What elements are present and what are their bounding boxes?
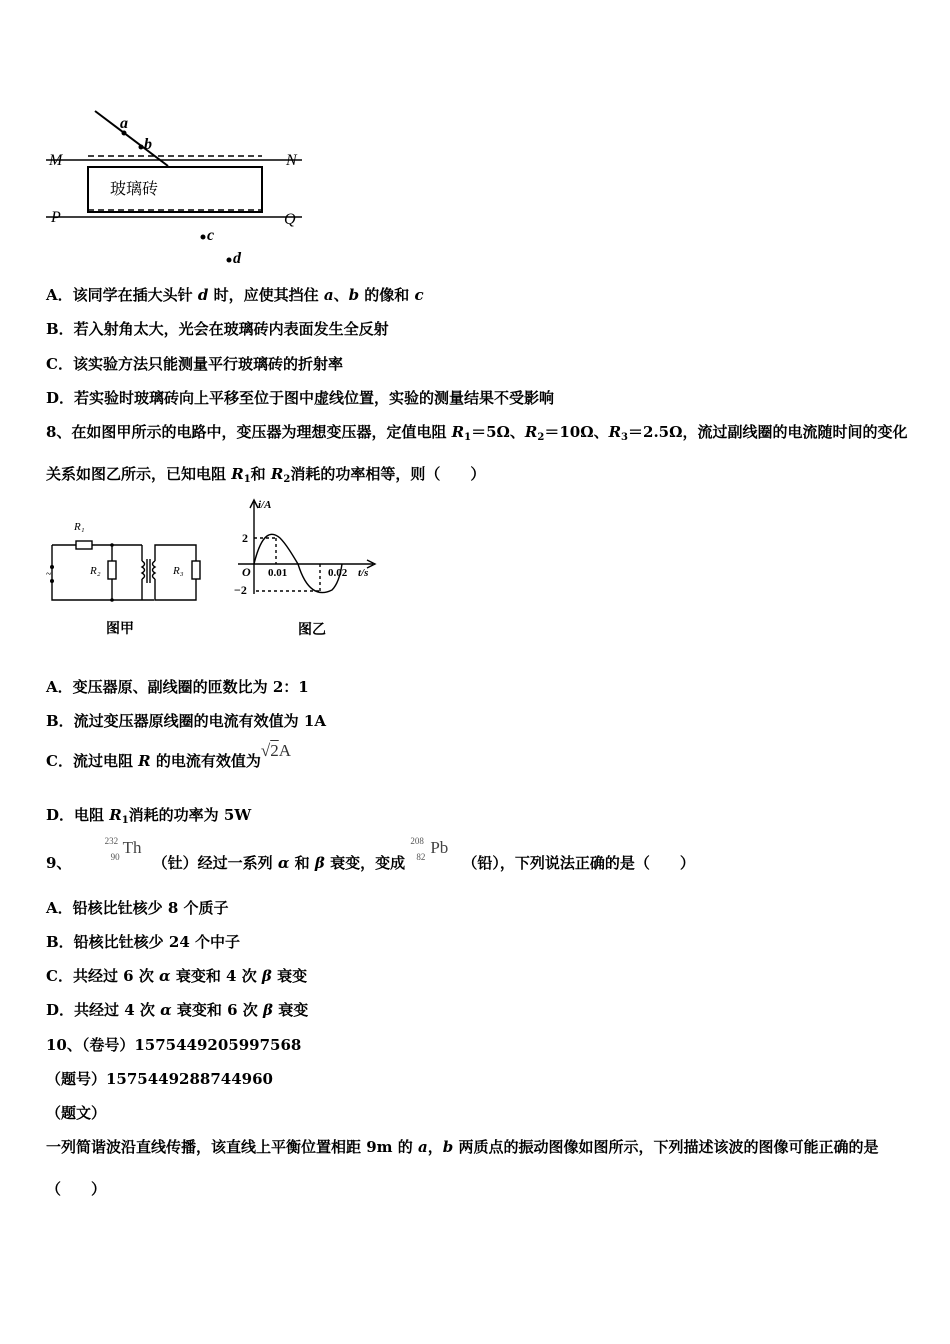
q8-option-a: A．变压器原、副线圈的匝数比为 2：1 (46, 678, 309, 696)
q9-option-c: C．共经过 6 次 α 衰变和 4 次 β 衰变 (46, 967, 308, 985)
sqrt-expression: √2A (260, 741, 291, 760)
caption-yi: 图乙 (298, 622, 326, 638)
caption-jia: 图甲 (106, 621, 134, 637)
x-axis-label: t/s (358, 567, 369, 579)
y-axis-label: i/A (258, 499, 272, 511)
q9-option-a: A．铅核比钍核少 8 个质子 (46, 899, 229, 917)
label-b: b (144, 136, 152, 153)
label-r1: R₁ (74, 521, 85, 533)
q7-option-c: C．该实验方法只能测量平行玻璃砖的折射率 (46, 355, 343, 373)
source-symbol: ~ (46, 569, 52, 580)
q9-stem: 9、 232 90 Th （钍）经过一系列 α 和 β 衰变，变成 208 82 Pb （铅），下列说法正确的是（ ） (46, 836, 695, 872)
q7-option-b: B．若入射角太大，光会在玻璃砖内表面发生全反射 (46, 320, 389, 338)
q8-stem: 8、在如图甲所示的电路中，变压器为理想变压器，定值电阻 $R_1=5\Omega$、$R_2=10\Omega$、$R_3=2.5\Omega$，流过副线圈的电流随时间的变化关系如图乙所示，已知电阻 $R_1$和 $R_2$消耗的功率相等，则（ ） (46, 423, 908, 485)
current-graph-figure (228, 494, 388, 644)
label-d: d (233, 250, 241, 267)
q10-question-number: （题号）1575449288744960 (46, 1070, 273, 1088)
x-tick-2: 0.02 (328, 567, 348, 579)
q10-volume-number: 10、（卷号）1575449205997568 (46, 1036, 302, 1054)
q7-option-a: A．该同学在插大头针 d 时，应使其挡住 a、b 的像和 c (46, 286, 424, 304)
circuit-figure (44, 505, 214, 645)
q8-option-c: C．流过电阻 R 的电流有效值为√2A (46, 741, 291, 770)
label-c: c (207, 227, 215, 244)
q8-option-b: B．流过变压器原线圈的电流有效值为 1A (46, 712, 326, 730)
label-a: a (120, 115, 128, 132)
q10-question-label: （题文） (46, 1104, 107, 1122)
q7-option-d: D．若实验时玻璃砖向上平移至位于图中虚线位置，实验的测量结果不受影响 (46, 389, 555, 407)
y-tick-pos: 2 (242, 531, 248, 545)
q10-stem: 一列简谐波沿直线传播，该直线上平衡位置相距 9m 的 a，b 两质点的振动图像如图所示，下列描述该波的图像可能正确的是（ ） (46, 1138, 879, 1198)
thorium-nuclide: 232 90 Th (104, 836, 142, 862)
label-M: M (49, 152, 63, 169)
label-r3: R₃ (173, 565, 184, 577)
brick-label: 玻璃砖 (110, 179, 159, 198)
q9-option-d: D．共经过 4 次 α 衰变和 6 次 β 衰变 (46, 1001, 309, 1019)
label-P: P (51, 209, 61, 226)
label-Q: Q (284, 211, 296, 228)
glass-brick-figure (40, 100, 320, 272)
q9-option-b: B．铅核比钍核少 24 个中子 (46, 933, 240, 951)
y-tick-neg: −2 (234, 583, 247, 597)
lead-nuclide: 208 82 Pb (410, 836, 449, 862)
x-tick-1: 0.01 (268, 567, 288, 579)
origin-label: O (242, 565, 251, 579)
label-N: N (286, 152, 297, 169)
label-r2: R₂ (90, 565, 101, 577)
q8-option-d: D．电阻 $R_1$消耗的功率为 5W (46, 806, 252, 826)
